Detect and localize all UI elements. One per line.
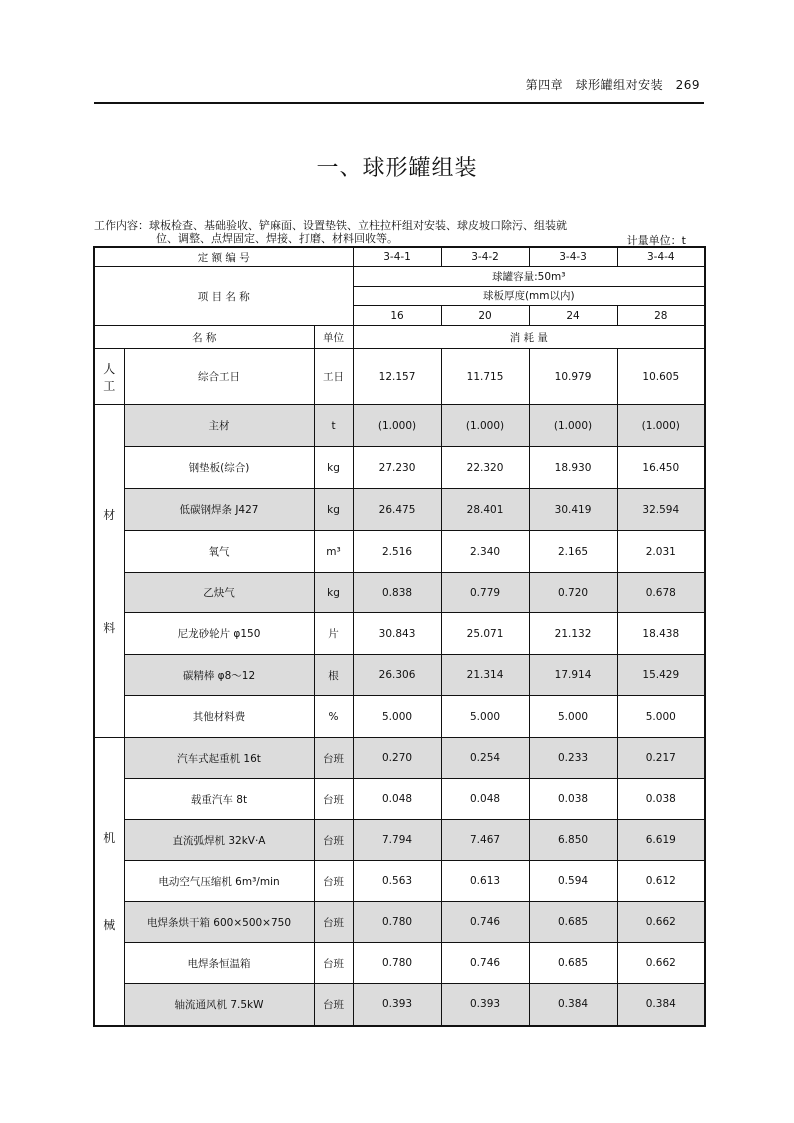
row-name: 乙炔气 [124,573,314,613]
row-value: 25.071 [441,613,529,655]
row-value: 27.230 [353,447,441,489]
row-value: 0.613 [441,861,529,902]
row-name: 电焊条恒温箱 [124,943,314,984]
row-unit: t [314,405,353,447]
table-row [94,447,705,489]
row-value: 0.780 [353,902,441,943]
row-value: 6.619 [617,820,705,861]
row-name: 碳精棒 φ8～12 [124,655,314,696]
row-unit: 台班 [314,820,353,861]
row-unit: 台班 [314,984,353,1026]
row-value: 0.038 [529,779,617,820]
thickness-label: 球板厚度(mm以内) [353,286,705,306]
table-row [94,349,705,405]
row-value: 2.031 [617,531,705,573]
row-value: 0.048 [353,779,441,820]
row-unit: 台班 [314,861,353,902]
row-value: 26.475 [353,489,441,531]
row-value: 30.843 [353,613,441,655]
quota-code: 3-4-4 [617,247,705,267]
row-unit: 台班 [314,902,353,943]
row-name: 低碳钢焊条 J427 [124,489,314,531]
column-header-row [94,326,705,349]
row-name: 钢垫板(综合) [124,447,314,489]
row-unit: % [314,696,353,738]
item-label: 项 目 名 称 [94,267,353,326]
row-value: (1.000) [441,405,529,447]
row-name: 电动空气压缩机 6m³/min [124,861,314,902]
row-value: 0.746 [441,902,529,943]
category-char: 械 [103,918,116,933]
row-unit: 台班 [314,738,353,779]
row-unit: m³ [314,531,353,573]
row-name: 载重汽车 8t [124,779,314,820]
row-unit: 工日 [314,349,353,405]
row-value: 2.516 [353,531,441,573]
table-row [94,943,705,984]
row-name: 综合工日 [124,349,314,405]
row-value: 5.000 [441,696,529,738]
table-row [94,613,705,655]
row-unit: kg [314,447,353,489]
category-cell [94,405,124,738]
row-value: 7.794 [353,820,441,861]
category-char: 人 [103,361,116,376]
category-cell [94,349,124,405]
row-value: 0.563 [353,861,441,902]
row-name: 尼龙砂轮片 φ150 [124,613,314,655]
row-value: 2.165 [529,531,617,573]
row-value: 0.720 [529,573,617,613]
row-value: 0.612 [617,861,705,902]
thickness-value: 16 [353,306,441,326]
row-value: 2.340 [441,531,529,573]
row-value: 0.746 [441,943,529,984]
row-name: 直流弧焊机 32kV·A [124,820,314,861]
row-unit: 根 [314,655,353,696]
quota-label: 定 额 编 号 [94,247,353,267]
row-value: 21.132 [529,613,617,655]
quota-code: 3-4-2 [441,247,529,267]
row-value: 0.662 [617,902,705,943]
row-value: 0.217 [617,738,705,779]
row-value: 21.314 [441,655,529,696]
category-char: 机 [103,831,116,846]
row-value: 0.270 [353,738,441,779]
thickness-value: 20 [441,306,529,326]
row-value: 6.850 [529,820,617,861]
row-value: 22.320 [441,447,529,489]
row-value: 5.000 [529,696,617,738]
row-unit: 台班 [314,943,353,984]
table-row [94,779,705,820]
row-name: 主材 [124,405,314,447]
row-value: 0.780 [353,943,441,984]
row-value: 30.419 [529,489,617,531]
row-value: 0.838 [353,573,441,613]
thickness-value: 28 [617,306,705,326]
row-value: 15.429 [617,655,705,696]
row-value: 0.233 [529,738,617,779]
row-value: (1.000) [529,405,617,447]
row-value: (1.000) [617,405,705,447]
category-cell [94,738,124,1026]
table-row [94,738,705,779]
row-value: 7.467 [441,820,529,861]
row-name: 氧气 [124,531,314,573]
table-row [94,655,705,696]
row-value: 0.678 [617,573,705,613]
row-value: 16.450 [617,447,705,489]
row-unit: kg [314,489,353,531]
table-row [94,696,705,738]
row-value: 0.048 [441,779,529,820]
header-text: 第四章 球形罐组对安装 269 [525,78,700,92]
row-value: 28.401 [441,489,529,531]
category-char: 工 [103,378,116,393]
table-row [94,984,705,1026]
row-value: 0.038 [617,779,705,820]
row-value: (1.000) [353,405,441,447]
name-column-header: 名 称 [94,326,314,349]
row-value: 5.000 [353,696,441,738]
row-value: 5.000 [617,696,705,738]
quota-code: 3-4-3 [529,247,617,267]
row-value: 18.438 [617,613,705,655]
row-unit: 台班 [314,779,353,820]
section-title: 一、球形罐组装 [316,156,478,181]
row-value: 18.930 [529,447,617,489]
consumption-header: 消 耗 量 [353,326,705,349]
table-row [94,902,705,943]
quota-code-row [94,247,705,267]
row-value: 0.384 [529,984,617,1026]
row-value: 0.685 [529,902,617,943]
capacity-label: 球罐容量:50m³ [353,267,705,287]
work-content-line1: 工作内容：球板检查、基础验收、铲麻面、设置垫铁、立柱拉杆组对安装、球皮坡口除污、组装就 [94,219,567,232]
row-value: 26.306 [353,655,441,696]
quota-table [93,246,706,1027]
table-row [94,489,705,531]
table-row [94,573,705,613]
row-unit: 片 [314,613,353,655]
row-value: 0.254 [441,738,529,779]
row-value: 0.393 [441,984,529,1026]
row-value: 0.393 [353,984,441,1026]
table-row [94,405,705,447]
thickness-value: 24 [529,306,617,326]
row-value: 0.384 [617,984,705,1026]
row-name: 轴流通风机 7.5kW [124,984,314,1026]
capacity-row [94,267,705,287]
row-value: 12.157 [353,349,441,405]
table-row [94,531,705,573]
unit-note: 计量单位：t [626,234,686,247]
unit-column-header: 单位 [314,326,353,349]
row-name: 电焊条烘干箱 600×500×750 [124,902,314,943]
row-unit: kg [314,573,353,613]
row-value: 0.662 [617,943,705,984]
row-value: 0.685 [529,943,617,984]
work-content-line2: 位、调整、点焊固定、焊接、打磨、材料回收等。 [156,232,398,245]
row-value: 11.715 [441,349,529,405]
category-char: 材 [103,508,116,522]
category-char: 料 [103,621,116,635]
table-row [94,861,705,902]
row-name: 其他材料费 [124,696,314,738]
work-content [94,219,706,245]
page-header [94,72,704,104]
quota-code: 3-4-1 [353,247,441,267]
row-name: 汽车式起重机 16t [124,738,314,779]
table-row [94,820,705,861]
row-value: 17.914 [529,655,617,696]
row-value: 32.594 [617,489,705,531]
row-value: 0.779 [441,573,529,613]
row-value: 0.594 [529,861,617,902]
row-value: 10.979 [529,349,617,405]
row-value: 10.605 [617,349,705,405]
